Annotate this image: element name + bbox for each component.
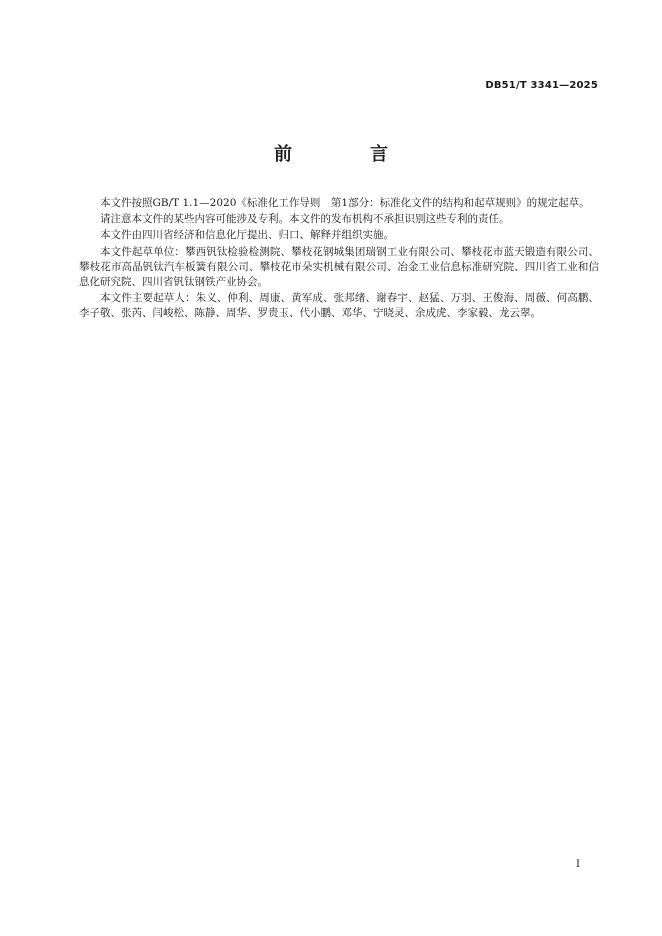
document-code: DB51/T 3341—2025 bbox=[485, 80, 598, 91]
foreword-body bbox=[79, 196, 599, 323]
paragraph-drafters: 本文件主要起草人：朱义、仲利、周康、黄军成、张邦绪、谢春宇、赵猛、万羽、王俊海、周薇、何高鹏、李子敬、张芮、闫峻松、陈静、周华、罗贵玉、代小鹏、邓华、宁晓灵、余成虎、李家毅、龙云翠。 bbox=[79, 292, 599, 320]
page-number: I bbox=[576, 859, 580, 870]
paragraph-drafting-rules: 本文件按照GB/T 1.1—2020《标准化工作导则 第1部分：标准化文件的结构和起草规则》的规定起草。 bbox=[100, 197, 590, 209]
page-title: 前 言 bbox=[274, 144, 418, 165]
paragraph-drafting-units: 本文件起草单位：攀西钒钛检验检测院、攀枝花钢城集团瑞钢工业有限公司、攀枝花市蓝天锻造有限公司、攀枝花市高晶钒钛汽车板簧有限公司、攀枝花市朵实机械有限公司、冶金工业信息标准研究院、四川省工业和信息化研究院、四川省钒钛钢铁产业协会。 bbox=[79, 245, 599, 289]
paragraph-patent-notice: 请注意本文件的某些内容可能涉及专利。本文件的发布机构不承担识别这些专利的责任。 bbox=[100, 213, 510, 226]
paragraph-proposer: 本文件由四川省经济和信息化厅提出、归口、解释并组织实施。 bbox=[100, 229, 394, 242]
